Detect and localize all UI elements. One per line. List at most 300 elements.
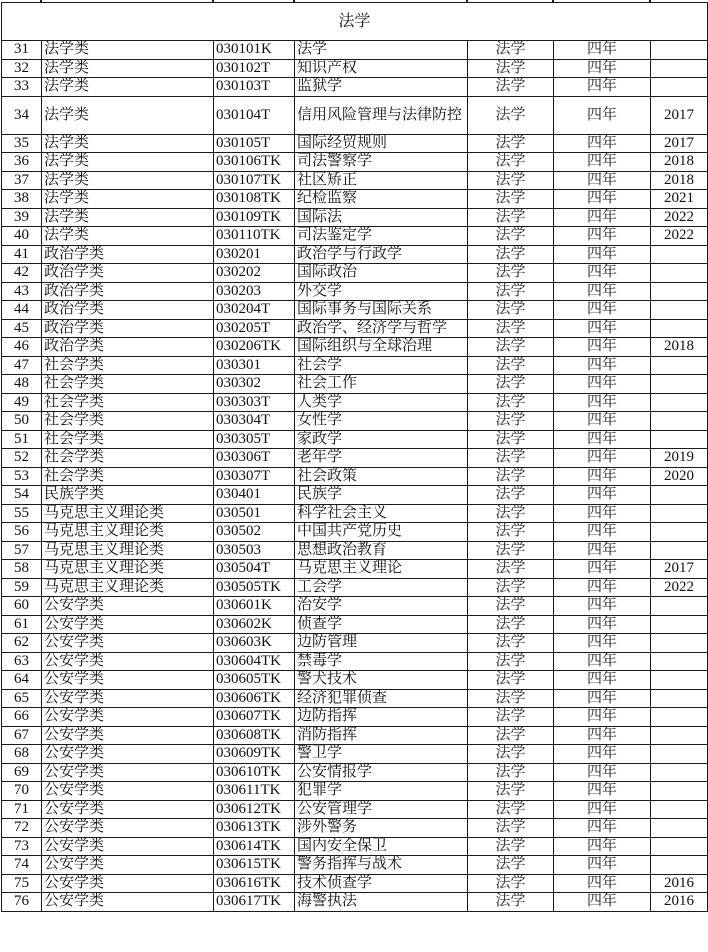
year-added-cell: [651, 264, 708, 283]
duration-cell: 四年: [554, 264, 651, 283]
category-cell: 社会学类: [42, 393, 214, 412]
year-added-cell: 2022: [651, 578, 708, 597]
category-cell: 公安学类: [42, 726, 214, 745]
duration-cell: 四年: [554, 319, 651, 338]
year-added-cell: 2017: [651, 134, 708, 153]
category-cell: 政治学类: [42, 319, 214, 338]
row-number: 60: [2, 597, 42, 616]
degree-cell: 法学: [468, 301, 554, 320]
major-name-cell: 边防管理: [295, 634, 468, 653]
duration-cell: 四年: [554, 671, 651, 690]
major-code-cell: 030615TK: [214, 856, 295, 875]
row-number: 41: [2, 245, 42, 264]
row-number: 47: [2, 356, 42, 375]
year-added-cell: [651, 726, 708, 745]
category-cell: 社会学类: [42, 412, 214, 431]
duration-cell: 四年: [554, 634, 651, 653]
row-number: 71: [2, 800, 42, 819]
duration-cell: 四年: [554, 578, 651, 597]
major-code-cell: 030607TK: [214, 708, 295, 727]
year-added-cell: 2020: [651, 467, 708, 486]
table-row: [2, 78, 708, 97]
table-row: [2, 689, 708, 708]
category-cell: 政治学类: [42, 338, 214, 357]
table-row: [2, 319, 708, 338]
year-added-cell: [651, 708, 708, 727]
duration-cell: 四年: [554, 134, 651, 153]
year-added-cell: [651, 541, 708, 560]
major-code-cell: 030504T: [214, 560, 295, 579]
year-added-cell: 2021: [651, 190, 708, 209]
major-name-cell: 信用风险管理与法律防控: [295, 96, 468, 134]
category-cell: 公安学类: [42, 819, 214, 838]
duration-cell: 四年: [554, 171, 651, 190]
degree-cell: 法学: [468, 819, 554, 838]
duration-cell: 四年: [554, 430, 651, 449]
major-name-cell: 警犬技术: [295, 671, 468, 690]
row-number: 40: [2, 227, 42, 246]
degree-cell: 法学: [468, 190, 554, 209]
major-name-cell: 司法警察学: [295, 153, 468, 172]
major-code-cell: 030304T: [214, 412, 295, 431]
row-number: 61: [2, 615, 42, 634]
table-row: [2, 467, 708, 486]
degree-cell: 法学: [468, 689, 554, 708]
major-code-cell: 030612TK: [214, 800, 295, 819]
duration-cell: 四年: [554, 338, 651, 357]
row-number: 34: [2, 96, 42, 134]
degree-cell: 法学: [468, 745, 554, 764]
duration-cell: 四年: [554, 41, 651, 60]
major-code-cell: 030610TK: [214, 763, 295, 782]
major-code-cell: 030107TK: [214, 171, 295, 190]
degree-cell: 法学: [468, 763, 554, 782]
category-cell: 马克思主义理论类: [42, 504, 214, 523]
major-code-cell: 030306T: [214, 449, 295, 468]
row-number: 68: [2, 745, 42, 764]
major-name-cell: 国际政治: [295, 264, 468, 283]
row-number: 56: [2, 523, 42, 542]
duration-cell: 四年: [554, 412, 651, 431]
major-name-cell: 社区矫正: [295, 171, 468, 190]
row-number: 72: [2, 819, 42, 838]
major-name-cell: 犯罪学: [295, 782, 468, 801]
degree-cell: 法学: [468, 153, 554, 172]
row-number: 69: [2, 763, 42, 782]
major-name-cell: 海警执法: [295, 893, 468, 912]
duration-cell: 四年: [554, 96, 651, 134]
table-row: [2, 893, 708, 912]
degree-cell: 法学: [468, 282, 554, 301]
section-header-row: [2, 3, 708, 41]
degree-cell: 法学: [468, 560, 554, 579]
table-row: [2, 430, 708, 449]
major-name-cell: 社会学: [295, 356, 468, 375]
row-number: 70: [2, 782, 42, 801]
major-code-cell: 030109TK: [214, 208, 295, 227]
table-row: [2, 190, 708, 209]
year-added-cell: [651, 430, 708, 449]
degree-cell: 法学: [468, 227, 554, 246]
row-number: 49: [2, 393, 42, 412]
category-cell: 马克思主义理论类: [42, 541, 214, 560]
table-row: [2, 264, 708, 283]
row-number: 54: [2, 486, 42, 505]
major-name-cell: 人类学: [295, 393, 468, 412]
major-name-cell: 国际法: [295, 208, 468, 227]
degree-cell: 法学: [468, 874, 554, 893]
degree-cell: 法学: [468, 634, 554, 653]
major-code-cell: 030502: [214, 523, 295, 542]
table-row: [2, 282, 708, 301]
major-name-cell: 工会学: [295, 578, 468, 597]
duration-cell: 四年: [554, 615, 651, 634]
table-row: [2, 671, 708, 690]
duration-cell: 四年: [554, 227, 651, 246]
category-cell: 社会学类: [42, 430, 214, 449]
duration-cell: 四年: [554, 763, 651, 782]
year-added-cell: [651, 59, 708, 78]
major-name-cell: 边防指挥: [295, 708, 468, 727]
table-row: [2, 763, 708, 782]
major-code-cell: 030505TK: [214, 578, 295, 597]
degree-cell: 法学: [468, 59, 554, 78]
row-number: 55: [2, 504, 42, 523]
major-name-cell: 国际组织与全球治理: [295, 338, 468, 357]
table-row: [2, 504, 708, 523]
major-code-cell: 030302: [214, 375, 295, 394]
row-number: 36: [2, 153, 42, 172]
table-row: [2, 745, 708, 764]
year-added-cell: [651, 41, 708, 60]
row-number: 42: [2, 264, 42, 283]
major-name-cell: 中国共产党历史: [295, 523, 468, 542]
major-name-cell: 知识产权: [295, 59, 468, 78]
degree-cell: 法学: [468, 486, 554, 505]
year-added-cell: [651, 319, 708, 338]
table-row: [2, 560, 708, 579]
degree-cell: 法学: [468, 504, 554, 523]
table-row: [2, 634, 708, 653]
table-row: [2, 597, 708, 616]
degree-cell: 法学: [468, 708, 554, 727]
major-code-cell: 030303T: [214, 393, 295, 412]
major-code-cell: 030601K: [214, 597, 295, 616]
table-row: [2, 393, 708, 412]
year-added-cell: 2022: [651, 208, 708, 227]
major-code-cell: 030609TK: [214, 745, 295, 764]
row-number: 58: [2, 560, 42, 579]
major-name-cell: 侦查学: [295, 615, 468, 634]
duration-cell: 四年: [554, 874, 651, 893]
year-added-cell: 2018: [651, 171, 708, 190]
degree-cell: 法学: [468, 449, 554, 468]
duration-cell: 四年: [554, 486, 651, 505]
row-number: 57: [2, 541, 42, 560]
degree-cell: 法学: [468, 338, 554, 357]
duration-cell: 四年: [554, 375, 651, 394]
duration-cell: 四年: [554, 708, 651, 727]
major-name-cell: 女性学: [295, 412, 468, 431]
row-number: 59: [2, 578, 42, 597]
row-number: 51: [2, 430, 42, 449]
major-code-cell: 030606TK: [214, 689, 295, 708]
major-name-cell: 经济犯罪侦查: [295, 689, 468, 708]
year-added-cell: [651, 393, 708, 412]
year-added-cell: [651, 856, 708, 875]
duration-cell: 四年: [554, 745, 651, 764]
year-added-cell: [651, 800, 708, 819]
major-name-cell: 公安情报学: [295, 763, 468, 782]
category-cell: 公安学类: [42, 615, 214, 634]
row-number: 32: [2, 59, 42, 78]
major-name-cell: 警卫学: [295, 745, 468, 764]
row-number: 52: [2, 449, 42, 468]
table-row: [2, 412, 708, 431]
year-added-cell: 2022: [651, 227, 708, 246]
row-number: 43: [2, 282, 42, 301]
degree-cell: 法学: [468, 541, 554, 560]
major-code-cell: 030202: [214, 264, 295, 283]
major-code-cell: 030616TK: [214, 874, 295, 893]
row-number: 74: [2, 856, 42, 875]
year-added-cell: [651, 763, 708, 782]
year-added-cell: 2017: [651, 96, 708, 134]
major-code-cell: 030305T: [214, 430, 295, 449]
duration-cell: 四年: [554, 467, 651, 486]
category-cell: 公安学类: [42, 800, 214, 819]
degree-cell: 法学: [468, 893, 554, 912]
row-number: 65: [2, 689, 42, 708]
section-title: 法学: [2, 3, 708, 41]
category-cell: 法学类: [42, 134, 214, 153]
duration-cell: 四年: [554, 837, 651, 856]
year-added-cell: [651, 356, 708, 375]
category-cell: 公安学类: [42, 745, 214, 764]
table-row: [2, 227, 708, 246]
year-added-cell: [651, 689, 708, 708]
category-cell: 公安学类: [42, 874, 214, 893]
category-cell: 政治学类: [42, 301, 214, 320]
table-row: [2, 782, 708, 801]
major-code-cell: 030307T: [214, 467, 295, 486]
table-row: [2, 486, 708, 505]
row-number: 33: [2, 78, 42, 97]
table-row: [2, 356, 708, 375]
row-number: 39: [2, 208, 42, 227]
row-number: 62: [2, 634, 42, 653]
majors-table: [1, 2, 708, 912]
duration-cell: 四年: [554, 541, 651, 560]
degree-cell: 法学: [468, 615, 554, 634]
major-name-cell: 纪检监察: [295, 190, 468, 209]
row-number: 50: [2, 412, 42, 431]
category-cell: 法学类: [42, 171, 214, 190]
category-cell: 马克思主义理论类: [42, 578, 214, 597]
major-name-cell: 社会工作: [295, 375, 468, 394]
duration-cell: 四年: [554, 153, 651, 172]
major-code-cell: 030503: [214, 541, 295, 560]
duration-cell: 四年: [554, 356, 651, 375]
category-cell: 法学类: [42, 41, 214, 60]
degree-cell: 法学: [468, 578, 554, 597]
major-code-cell: 030604TK: [214, 652, 295, 671]
year-added-cell: [651, 819, 708, 838]
year-added-cell: 2019: [651, 449, 708, 468]
category-cell: 政治学类: [42, 264, 214, 283]
major-code-cell: 030614TK: [214, 837, 295, 856]
category-cell: 公安学类: [42, 782, 214, 801]
year-added-cell: 2016: [651, 874, 708, 893]
row-number: 66: [2, 708, 42, 727]
table-row: [2, 153, 708, 172]
major-name-cell: 涉外警务: [295, 819, 468, 838]
major-name-cell: 科学社会主义: [295, 504, 468, 523]
major-name-cell: 家政学: [295, 430, 468, 449]
degree-cell: 法学: [468, 171, 554, 190]
category-cell: 公安学类: [42, 856, 214, 875]
year-added-cell: [651, 671, 708, 690]
degree-cell: 法学: [468, 856, 554, 875]
year-added-cell: [651, 78, 708, 97]
table-row: [2, 800, 708, 819]
row-number: 73: [2, 837, 42, 856]
year-added-cell: [651, 523, 708, 542]
duration-cell: 四年: [554, 245, 651, 264]
major-name-cell: 外交学: [295, 282, 468, 301]
year-added-cell: [651, 745, 708, 764]
table-row: [2, 708, 708, 727]
table-row: [2, 819, 708, 838]
major-code-cell: 030105T: [214, 134, 295, 153]
category-cell: 法学类: [42, 96, 214, 134]
category-cell: 公安学类: [42, 634, 214, 653]
major-code-cell: 030104T: [214, 96, 295, 134]
row-number: 44: [2, 301, 42, 320]
duration-cell: 四年: [554, 523, 651, 542]
table-row: [2, 171, 708, 190]
major-name-cell: 国内安全保卫: [295, 837, 468, 856]
category-cell: 社会学类: [42, 375, 214, 394]
category-cell: 公安学类: [42, 689, 214, 708]
row-number: 64: [2, 671, 42, 690]
year-added-cell: 2017: [651, 560, 708, 579]
duration-cell: 四年: [554, 819, 651, 838]
table-row: [2, 338, 708, 357]
degree-cell: 法学: [468, 430, 554, 449]
major-name-cell: 禁毒学: [295, 652, 468, 671]
table-row: [2, 541, 708, 560]
category-cell: 公安学类: [42, 708, 214, 727]
category-cell: 社会学类: [42, 467, 214, 486]
table-row: [2, 856, 708, 875]
duration-cell: 四年: [554, 893, 651, 912]
year-added-cell: 2018: [651, 338, 708, 357]
category-cell: 公安学类: [42, 893, 214, 912]
category-cell: 公安学类: [42, 763, 214, 782]
row-number: 45: [2, 319, 42, 338]
row-number: 31: [2, 41, 42, 60]
duration-cell: 四年: [554, 59, 651, 78]
degree-cell: 法学: [468, 671, 554, 690]
table-row: [2, 59, 708, 78]
category-cell: 公安学类: [42, 671, 214, 690]
category-cell: 马克思主义理论类: [42, 523, 214, 542]
majors-table-body: [2, 3, 708, 912]
degree-cell: 法学: [468, 134, 554, 153]
major-code-cell: 030110TK: [214, 227, 295, 246]
duration-cell: 四年: [554, 856, 651, 875]
degree-cell: 法学: [468, 467, 554, 486]
degree-cell: 法学: [468, 597, 554, 616]
row-number: 35: [2, 134, 42, 153]
duration-cell: 四年: [554, 800, 651, 819]
duration-cell: 四年: [554, 689, 651, 708]
major-name-cell: 社会政策: [295, 467, 468, 486]
major-code-cell: 030605TK: [214, 671, 295, 690]
duration-cell: 四年: [554, 208, 651, 227]
major-code-cell: 030101K: [214, 41, 295, 60]
table-row: [2, 652, 708, 671]
category-cell: 法学类: [42, 227, 214, 246]
row-number: 53: [2, 467, 42, 486]
duration-cell: 四年: [554, 190, 651, 209]
degree-cell: 法学: [468, 208, 554, 227]
table-row: [2, 301, 708, 320]
degree-cell: 法学: [468, 41, 554, 60]
year-added-cell: 2018: [651, 153, 708, 172]
year-added-cell: [651, 486, 708, 505]
table-row: [2, 578, 708, 597]
row-number: 63: [2, 652, 42, 671]
major-code-cell: 030608TK: [214, 726, 295, 745]
major-name-cell: 法学: [295, 41, 468, 60]
degree-cell: 法学: [468, 78, 554, 97]
major-code-cell: 030103T: [214, 78, 295, 97]
major-code-cell: 030204T: [214, 301, 295, 320]
table-row: [2, 134, 708, 153]
degree-cell: 法学: [468, 264, 554, 283]
degree-cell: 法学: [468, 412, 554, 431]
table-row: [2, 245, 708, 264]
duration-cell: 四年: [554, 393, 651, 412]
table-row: [2, 837, 708, 856]
major-code-cell: 030603K: [214, 634, 295, 653]
major-name-cell: 技术侦查学: [295, 874, 468, 893]
major-code-cell: 030501: [214, 504, 295, 523]
degree-cell: 法学: [468, 375, 554, 394]
degree-cell: 法学: [468, 245, 554, 264]
year-added-cell: [651, 301, 708, 320]
year-added-cell: [651, 837, 708, 856]
degree-cell: 法学: [468, 837, 554, 856]
category-cell: 法学类: [42, 190, 214, 209]
duration-cell: 四年: [554, 78, 651, 97]
category-cell: 政治学类: [42, 245, 214, 264]
major-name-cell: 民族学: [295, 486, 468, 505]
row-number: 48: [2, 375, 42, 394]
duration-cell: 四年: [554, 782, 651, 801]
major-code-cell: 030206TK: [214, 338, 295, 357]
category-cell: 法学类: [42, 208, 214, 227]
table-row: [2, 449, 708, 468]
major-code-cell: 030613TK: [214, 819, 295, 838]
degree-cell: 法学: [468, 319, 554, 338]
duration-cell: 四年: [554, 282, 651, 301]
row-number: 46: [2, 338, 42, 357]
duration-cell: 四年: [554, 449, 651, 468]
major-code-cell: 030108TK: [214, 190, 295, 209]
